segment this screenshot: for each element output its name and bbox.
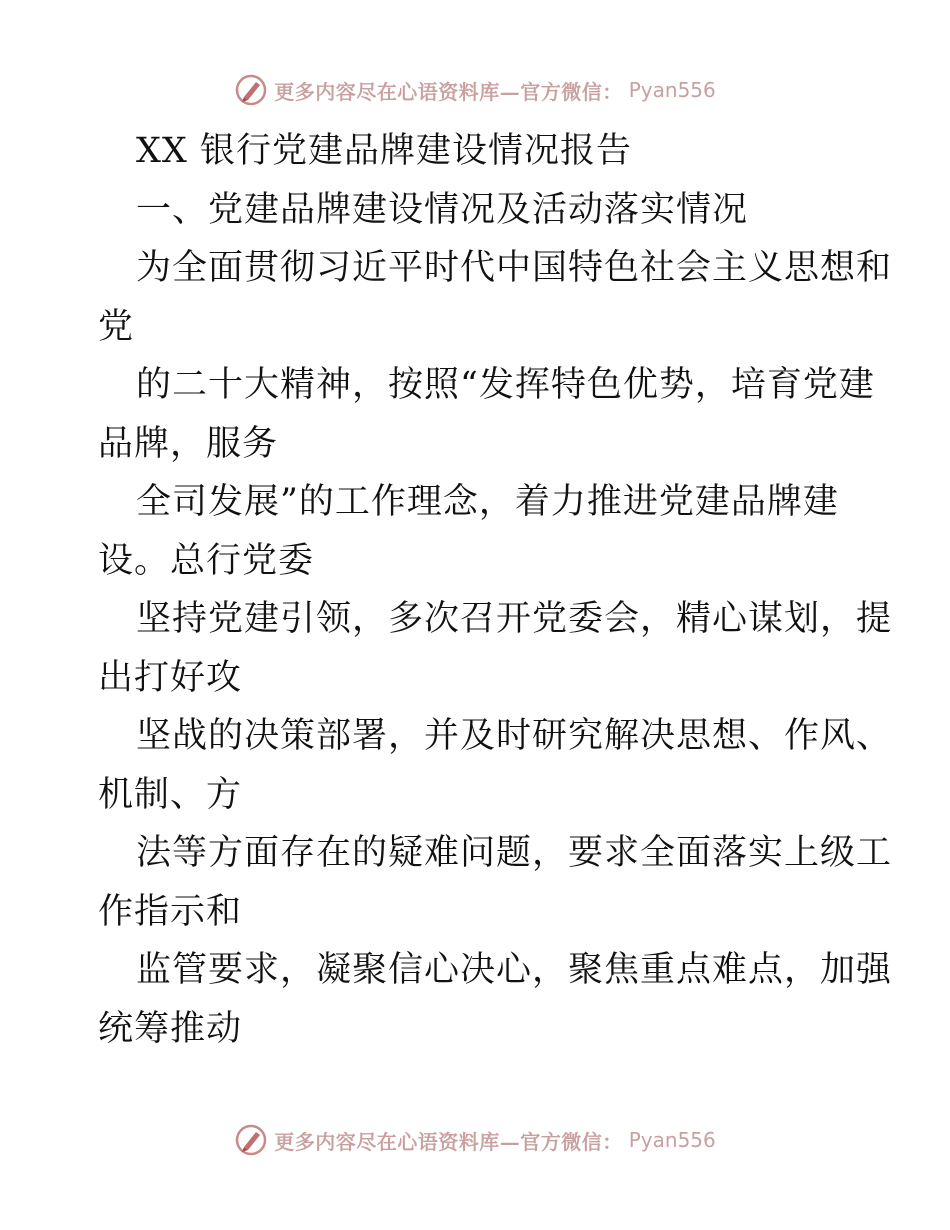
doc-title: XX 银行党建品牌建设情况报告 — [136, 131, 632, 171]
pen-logo-icon — [234, 1123, 268, 1157]
body-line: 法等方面存在的疑难问题，要求全面落实上级工 — [136, 833, 893, 873]
body-line: 党 — [98, 306, 135, 347]
section-heading: 一、党建品牌建设情况及活动落实情况 — [136, 189, 749, 230]
body-line: 为全面贯彻习近平时代中国特色社会主义思想和 — [136, 248, 893, 288]
body-line: 监管要求，凝聚信心决心，聚焦重点难点，加强 — [136, 950, 893, 990]
pen-logo-icon — [234, 73, 268, 107]
watermark-text: 更多内容尽在心语资料库—官方微信： — [274, 1129, 623, 1154]
document-body — [98, 122, 893, 1058]
body-line: 设。总行党委 — [98, 540, 315, 581]
body-line: 坚持党建引领，多次召开党委会，精心谋划，提 — [136, 599, 893, 639]
body-line: 品牌，服务 — [98, 423, 279, 464]
header-watermark — [0, 70, 950, 110]
body-line: 作指示和 — [98, 891, 243, 932]
footer-watermark — [0, 1120, 950, 1160]
body-line: 出打好攻 — [98, 657, 243, 698]
watermark-wechat-id: Pyan556 — [628, 1128, 716, 1152]
body-line: 坚战的决策部署，并及时研究解决思想、作风、 — [136, 716, 893, 756]
body-line: 机制、方 — [98, 774, 243, 815]
watermark-wechat-id: Pyan556 — [628, 78, 716, 102]
body-line: 全司发展”的工作理念，着力推进党建品牌建 — [136, 482, 839, 522]
body-line: 的二十大精神，按照“发挥特色优势，培育党建 — [136, 365, 875, 405]
watermark-text: 更多内容尽在心语资料库—官方微信： — [274, 79, 623, 104]
body-line: 统筹推动 — [98, 1008, 243, 1049]
